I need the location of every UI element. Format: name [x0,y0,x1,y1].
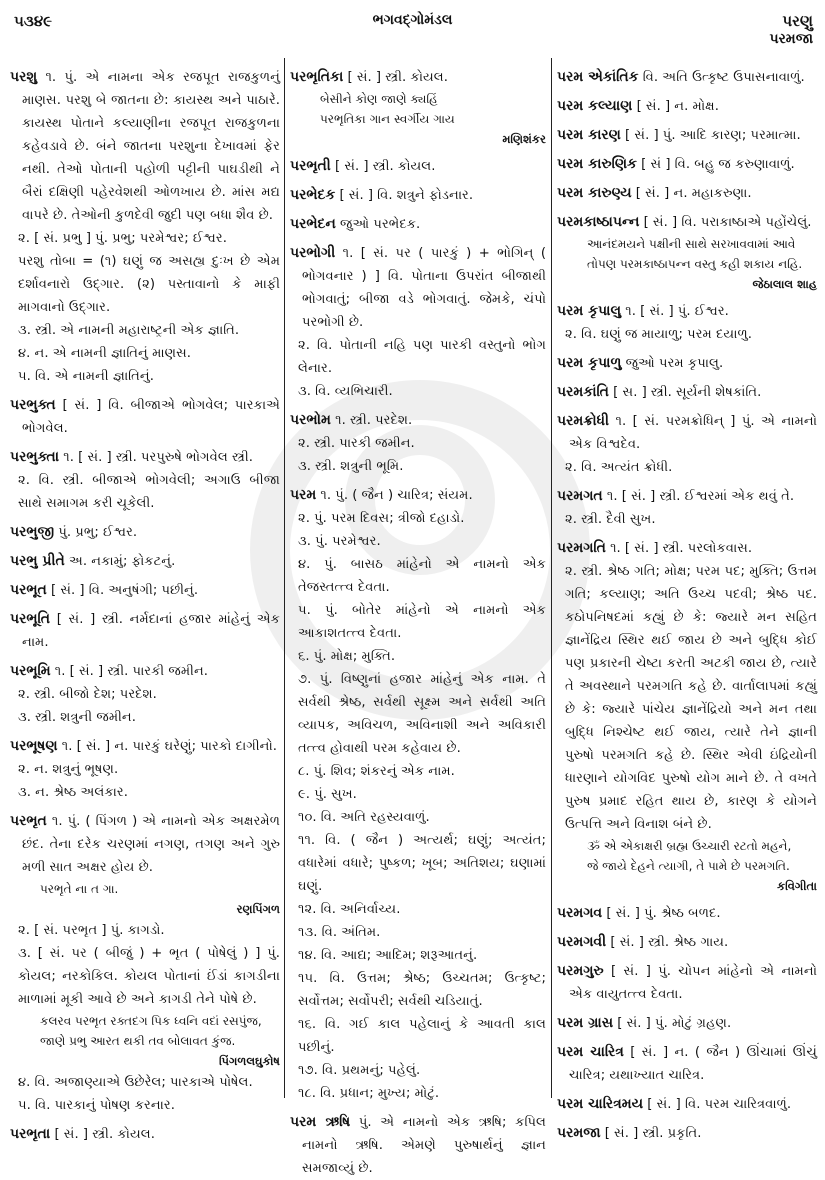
sense-definition: ૫. વિ. એ નામની જ્ઞાતિનું. [18,369,154,384]
headword: પરશુ [10,69,38,85]
sense-definition: ૧૫. વિ. ઉત્તમ; શ્રેષ્ઠ; ઉચ્ચતમ; ઉત્કૃષ્ટ; સર્વોત્તમ; સર્વોપરી; સર્વથી ચડિયાતું. [298,971,546,1009]
dictionary-entry [290,409,546,432]
quote-source: રણપિંગળ [236,902,280,916]
dictionary-entry [557,902,817,925]
headword: પરમગત [557,488,603,504]
dictionary-entry [557,153,817,176]
definition: [ સં. ] પું. ચોપન માંહેનો એ નામનો એક વાયુતત્ત્વ દેવતા. [569,964,817,1002]
headword: પરમ ઋષિ [290,1114,351,1130]
definition: [ સં. ] વિ. અનુષંગી; પછીનું. [51,583,199,598]
sense-definition: ૧૬. વિ. ગઈ કાલ પહેલાનું કે આવતી કાલ પછીનું. [298,1017,546,1055]
headword: પરમ [290,487,317,503]
definition: [ સં. ] સ્ત્રી. નર્મદાનાં હજાર માંહેનું એક નામ. [22,612,280,650]
dictionary-entry [557,352,817,375]
definition: [ સં. ] વિ. શત્રુને ફોડનાર. [339,188,474,203]
sense-definition: ૯. પું. સુખ. [298,787,357,802]
headword: પરભુક્તા [10,449,60,465]
definition: [ સં ] વિ. બહુ જ કરુણાવાળું. [641,157,795,172]
headword: પરભોમ [290,412,331,428]
dictionary-entry [290,1111,546,1180]
definition: પું. એ નામનો એક ઋષિ; કપિલ નામનો ઋષિ. એમણે પુરુષાર્થનું જ્ઞાન સમજાવ્યું છે. [302,1115,546,1176]
page-header [0,10,825,50]
definition: [ સં. ] પું. શ્રેષ્ઠ બળદ. [606,906,721,921]
dictionary-entry [557,960,817,1006]
headword: પરભુક્ત [10,397,56,413]
dictionary-entry [557,124,817,147]
dictionary-entry [557,182,817,205]
guide-word-last: પરમજા [769,31,813,47]
definition: [ સં. ] ન. ( જૈન ) ઊંચામાં ઊંચું ચારિત્ર; યથાખ્યાત ચારિત્ર. [569,1045,817,1083]
quote-line: જાણે પ્રભુ આરત થકી તવ બોલાવત કુંજ. [40,1034,236,1048]
dictionary-entry [10,810,280,879]
headword: પરમ કારુણ્ય [557,185,632,201]
headword: પરભુ પ્રીતે [10,553,65,569]
dictionary-entry [557,931,817,954]
headword: પરભૂમિ [10,663,51,679]
definition: ૧. પું. ( પિંગળ ) એ નામનો એક અક્ષરમેળ છંદ. તેના દરેક ચરણમાં નગણ, તગણ અને ગુરુ મળી સાત અક્ષર હોય છે. [22,814,280,875]
sense-definition: ૨. સ્ત્રી. બીજો દેશ; પરદેશ. [18,687,157,702]
definition: ૧. પું. એ નામના એક રજપૂત રાજકુળનું માણસ. પરશુ બે જાતના છે: કાયસ્થ અને પાઠારે. કાયસ્થ પોતાને કલ્યાણીના રજપૂત રાજકુળના કહેવડાવે છે. બંને જાતના પરશુના દેખાવમાં ફેર નથી. તેઓ પોતાની પહોળી પટ્ટીની પાઘડીથી ને બૈરાં દક્ષિણી પહેરવેશથી ઓળખાય છે. માંસ મદ્ય વાપરે છે. તેઓની કુળદેવી જુદી પણ બધા શૈવ છે. [22,70,280,223]
headword: પરમ કૃપાલુ [557,303,622,319]
headword: પરભૃતિકા [290,69,344,85]
sense-definition: ૧૨. વિ. અનિર્વાચ્ય. [298,902,401,917]
headword: પરભૂત [10,582,47,598]
definition: ૧. [ સં. ] પું. ઈશ્વર. [625,304,729,319]
dictionary-entry [10,735,280,758]
sense-definition: ૧૧. વિ. ( જૈન ) અત્યર્થ; ઘણું; અત્યંત; વધારેમાં વધારે; પુષ્કળ; ખૂબ; અતિશય; ઘણામાં ઘણું. [298,833,546,894]
guide-word-first: પરણુ [782,12,813,30]
headword: પરભેદક [290,187,336,203]
dictionary-entry [557,537,817,560]
dictionary-entry [557,1041,817,1087]
headword: પરમગવી [557,934,607,950]
column-divider [551,58,552,1098]
dictionary-entry [10,1123,280,1146]
dictionary-entry [290,66,546,89]
book-title: ભગવદ્ગોમંડલ [372,12,453,28]
dictionary-entry [557,381,817,404]
sense-definition: ૪. ન. એ નામની જ્ઞાતિનું માણસ. [18,346,191,361]
sense-definition: ૩. પું. પરમેશ્વર. [298,534,381,549]
sense-definition: ૬. પું. મોક્ષ; મુક્તિ. [298,649,396,664]
sense-definition: ૧૪. વિ. આદ્ય; આદિમ; શરૂઆતનું. [298,948,478,963]
sense-definition: ૩. [ સં. પર ( બીજું ) + ભૃત ( પોષેલું ) ] પું. કોયલ; નરકોકિલ. કોયલ પોતાનાં ઈંડાં કાગડીના માળામાં મૂકી આવે છે અને કાગડી તેને પોષે છે. [18,946,280,1007]
definition: [ સં. ] સ્ત્રી. કોયલ. [54,1127,155,1142]
dictionary-entry [557,300,817,323]
quote-source: જેઠાલાલ શાહ [752,277,817,291]
headword: પરમગુરુ [557,963,604,979]
quote-line: પરભૃતિકા ગાન સ્વર્ગીય ગાય [320,112,455,126]
sense-definition: ૭. પું. વિષ્ણુનાં હજાર માંહેનું એક નામ. તે સર્વથી શ્રેષ્ઠ, સર્વથી સૂક્ષ્મ અને સર્વથી અતિ વ્યાપક, અવિચળ, અવિનાશી અને અવિકારી તત્ત્વ હોવાથી પરમ કહેવાય છે. [298,672,546,756]
definition: ૧. [ સં. ] સ્ત્રી. પરલોકવાસ. [610,541,753,556]
dictionary-entry [557,211,817,234]
sense-definition: ૩. વિ. વ્યભિચારી. [298,384,393,399]
sense-definition: ૨. ન. શત્રુનું ભૂષણ. [18,762,119,777]
quote-source: કવિગીતા [776,879,817,893]
sense-definition: ૨. પું. પરમ દિવસ; ત્રીજો દહાડો. [298,511,465,526]
dictionary-entry [557,66,817,89]
sense-definition: ૪. પું. બાસઠ માંહેનો એ નામનો એક તેજસ્તત્ત્વ દેવતા. [298,557,546,595]
citation-quote [10,879,280,919]
definition: [ સં. ] વિ. પરાકાષ્ઠાએ પહોંચેલું. [643,215,812,230]
headword: પરમક્રોધી [557,413,609,429]
column-1 [10,60,280,1146]
dictionary-entry [290,213,546,236]
dictionary-entry [557,485,817,508]
definition: [ સં. ] ન. મોક્ષ. [636,99,719,114]
definition: [ સં. ] સ્ત્રી. કોયલ. [335,159,436,174]
sense-definition: ૨. સ્ત્રી. શ્રેષ્ઠ ગતિ; મોક્ષ; પરમ પદ; મુક્તિ; ઉત્તમ ગતિ; કલ્યાણ; અતિ ઉચ્ચ પદવી; શ્રેષ્ઠ પદ. કઠોપનિષદમાં કહ્યું છે કે: જ્યારે મન સહિત જ્ઞાનેંદ્રિય સ્થિર થઈ જાય છે અને બુદ્ધિ કોઈ પણ પ્રકારની ચેષ્ટા કરતી અટકી જાય છે, ત્યારે તે અવસ્થાને પરમગતિ કહે છે. વાર્તાલાપમાં કહ્યું છે કે: જ્યારે પાંચેય જ્ઞાનેંદ્રિયો અને મન તથા બુદ્ધિ નિશ્ચેષ્ટ થઈ જાય, ત્યારે તેને જ્ઞાની પુરુષો પરમગતિ કહે છે. સ્થિર એવી ઇંદ્રિયોની ધારણાને યોગવિદ પુરુષો યોગ માને છે. તે વખતે પુરુષ પ્રમાદ રહિત થાય છે, કારણ કે યોગને ઉત્પત્તિ અને વિનાશ બંને છે. [565,564,817,832]
quote-source: મણિશંકર [502,132,546,146]
sense-definition: ૨. [ સં. પ્રભુ ] પું. પ્રભુ; પરમેશ્વર; ઈશ્વર. [18,231,227,246]
dictionary-entry [557,1122,817,1145]
sense-definition: ૩. સ્ત્રી. શત્રુની જમીન. [18,710,136,725]
headword: પરભૂતિ [10,611,50,627]
sense-definition: ૨. વિ. સ્ત્રી. બીજાએ ભોગવેલી; અગાઉ બીજા સાથે સમાગમ કરી ચૂકેલી. [18,473,280,511]
definition: ૧. [ સં. ] સ્ત્રી. પરપુરુષે ભોગવેલ સ્ત્રી. [63,450,253,465]
quote-line: પરભૃતે ના ત ગા. [40,882,119,896]
quote-line: કલરવ પરભૃત રક્તદગ પિક ધ્વનિ વદાં રસપુંજ, [40,1014,262,1028]
column-divider [284,58,285,1098]
headword: પરભૂષણ [10,738,58,754]
citation-quote [290,89,546,149]
definition: જુઓ પરભેદક. [339,217,421,232]
dictionary-entry [10,660,280,683]
dictionary-entry [10,579,280,602]
sense-definition: ૨. વિ. ઘણું જ માયાળુ; પરમ દયાળુ. [565,327,752,342]
sense-definition: ૧૦. વિ. અતિ રહસ્યવાળું. [298,810,430,825]
dictionary-entry [10,66,280,227]
headword: પરભૃતા [10,1126,51,1142]
headword: પરમજા [557,1125,601,1141]
dictionary-entry [290,184,546,207]
dictionary-entry [557,1093,817,1116]
definition: ૧. પું. ( જૈન ) ચારિત્ર; સંયમ. [320,488,473,503]
headword: પરમ ચારિત્રમય [557,1096,644,1112]
quote-line: જે જાયે દેહને ત્યાગી, તે પામે છે પરમગતિ. [587,859,790,873]
headword: પરમ ગ્રાસ [557,1015,614,1031]
headword: પરમ કારણ [557,127,621,143]
definition: ૧. સ્ત્રી. પરદેશ. [335,413,413,428]
dictionary-entry [290,484,546,507]
sense-definition: ૩. ન. શ્રેષ્ઠ અલંકાર. [18,785,128,800]
dictionary-entry [290,155,546,178]
quote-line: આનંદમયને પક્ષીની સાથે સરખાવવામાં આવે [587,237,796,251]
definition: ૧. [ સં. ] ન. પારકું ઘરેણું; પારકો દાગીનો. [61,739,277,754]
headword: પરમગવ [557,905,603,921]
sense-definition: ૨. સ્ત્રી. દૈવી સુખ. [565,512,656,527]
citation-quote [557,836,817,896]
dictionary-entry [557,95,817,118]
sense-definition: ૧૩. વિ. અંતિમ. [298,925,381,940]
dictionary-entry [557,1012,817,1035]
definition: [ સ. ] સ્ત્રી. સૂર્યની શેષકાંતિ. [613,385,762,400]
definition: [ સં. ] સ્ત્રી. પ્રકૃતિ. [604,1126,702,1141]
dictionary-entry [10,608,280,654]
definition: વિ. અતિ ઉત્કૃષ્ટ ઉપાસનાવાળું. [642,70,805,85]
sense-definition: ૨. સ્ત્રી. પારકી જમીન. [298,436,415,451]
definition: જુઓ પરમ કૃપાલુ. [625,356,724,371]
definition: [ સં. ] ન. મહાકરુણા. [635,186,752,201]
sense-definition: ૮. પું. શિવ; શંકરનું એક નામ. [298,764,455,779]
sense-definition: ૩. સ્ત્રી. શત્રુની ભૂમિ. [298,459,404,474]
quote-line: તોપણ પરમકાષ્ઠાપન્ન વસ્તુ કહી શકાય નહિ. [587,257,803,271]
headword: પરભોગી [290,245,336,261]
sense-definition: ૫. પું. બોતેર માંહેનો એ નામનો એક આકાશતત્ત્વ દેવતા. [298,603,546,641]
dictionary-entry [10,521,280,544]
sense-definition: ૩. સ્ત્રી. એ નામની મહારાષ્ટ્રની એક જ્ઞાતિ. [18,323,240,338]
headword: પરભેદન [290,216,336,232]
dictionary-entry [290,242,546,334]
headword: પરમગતિ [557,540,606,556]
sense-definition: ૧૭. વિ. પ્રથમનું; પહેલું. [298,1063,421,1078]
definition: પું. પ્રભુ; ઈશ્વર. [58,525,138,540]
dictionary-entry [10,446,280,469]
sense-definition: ૨. વિ. અત્યંત ક્રોધી. [565,460,673,475]
dictionary-entry [10,550,280,573]
definition: ૧. [ સં. પર ( પારકું ) + ભોગિન્ ( ભોગવનાર ) ] વિ. પોતાના ઉપરાંત બીજાથી ભોગવાતું; બીજા વડે ભોગવાતું. જેમકે, ચંપો પરભોગી છે. [302,246,546,330]
definition: [ સં. ] પું. આદિ કારણ; પરમાત્મા. [625,128,801,143]
headword: પરભૃત [10,813,47,829]
headword: પરમકાંતિ [557,384,609,400]
definition: ૧. [ સં. પરમક્રોધિન્ ] પું. એ નામનો એક વિશ્વદેવ. [569,414,817,452]
definition: [ સં. ] વિ. પરમ ચારિત્રવાળું. [647,1097,792,1112]
definition: [ સં. ] સ્ત્રી. શ્રેષ્ઠ ગાય. [610,935,729,950]
headword: પરભુજી [10,524,55,540]
sense-definition: ૫. વિ. પારકાનું પોષણ કરનાર. [18,1098,175,1113]
citation-quote [557,234,817,294]
sense-definition: ૧૮. વિ. પ્રધાન; મુખ્ય; મોટું. [298,1086,440,1101]
headword: પરમ કલ્યાણ [557,98,633,114]
sense-definition: ૪. વિ. અજાણ્યાએ ઉછેરેલ; પારકાએ પોષેલ. [18,1075,253,1090]
headword: પરભૃતી [290,158,331,174]
sense-definition: પરશુ તોબા = (૧) ઘણું જ અસહ્ય દુઃખ છે એમ દર્શાવનારો ઉદ્ગાર. (૨) પસ્તાવાનો કે માફી માગવાનો ઉદ્ગાર. [18,254,280,315]
definition: ૧. [ સં. ] સ્ત્રી. પારકી જમીન. [54,664,208,679]
definition: [ સં. ] સ્ત્રી. કોયલ. [347,70,448,85]
definition: [ સં. ] વિ. બીજાએ ભોગવેલ; પારકાએ ભોગવેલ. [22,398,280,436]
headword: પરમ કારુણિક [557,156,637,172]
citation-quote [10,1011,280,1071]
column-2 [290,60,546,1180]
definition: ૧. [ સં. ] સ્ત્રી. ઈશ્વરમાં એક થવું તે. [606,489,795,504]
headword: પરમકાષ્ઠાપન્ન [557,214,640,230]
page-number: ૫૩૪૯ [14,12,53,30]
quote-line: ૐ એ એકાક્ષરી બ્રહ્મ ઉચ્ચારી રટતો મહને, [587,839,792,853]
quote-source: પિંગળલઘુકોષ [218,1054,280,1068]
dictionary-entry [557,410,817,456]
headword: પરમ એકાંતિક [557,69,639,85]
sense-definition: ૨. [ સં. પરભૃત ] પું. કાગડો. [18,923,165,938]
headword: પરમ કૃપાળુ [557,355,622,371]
sense-definition: ૨. વિ. પોતાની નહિ પણ પારકી વસ્તુનો ભોગ લેનાર. [298,338,546,376]
definition: [ સં. ] પું. મોટું ગ્રહણ. [617,1016,732,1031]
column-3 [557,60,817,1145]
headword: પરમ ચારિત્ર [557,1044,624,1060]
dictionary-entry [10,394,280,440]
definition: અ. નકામું; ફોકટનું. [68,554,176,569]
quote-line: બેસીને કોણ જાણે ક્યહિં [320,92,438,106]
